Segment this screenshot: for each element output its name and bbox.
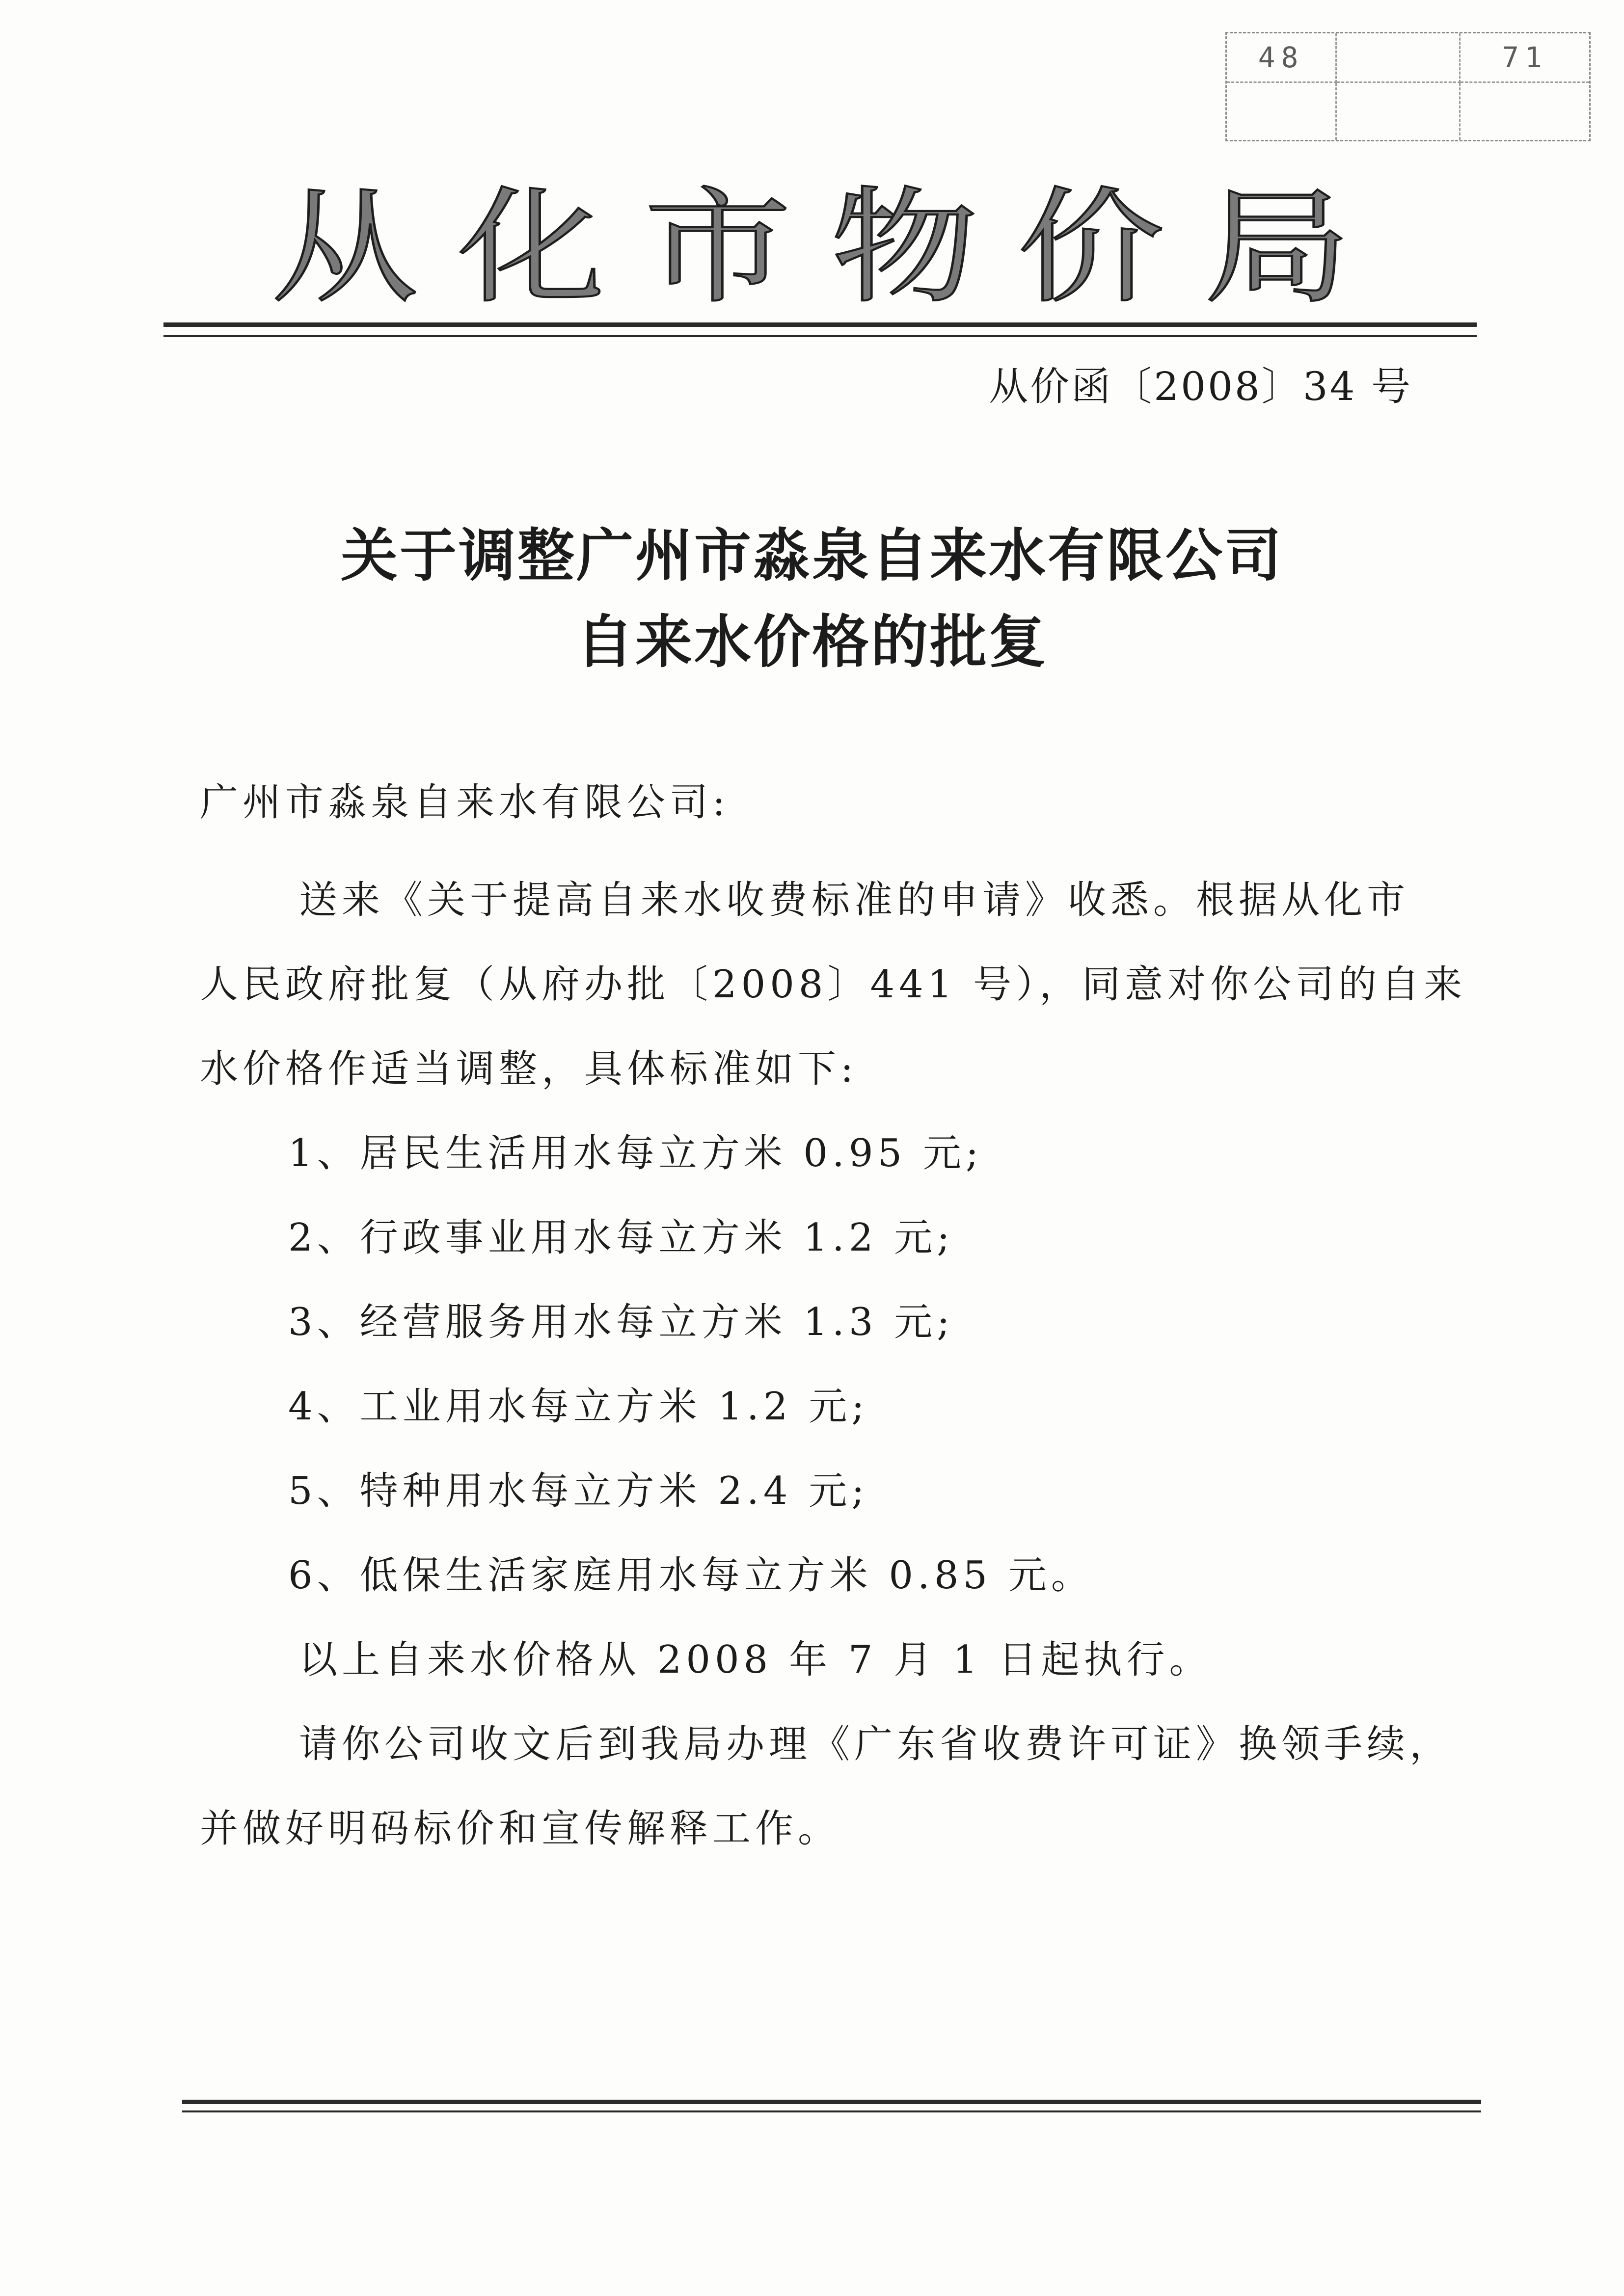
letterhead-rule-thick bbox=[163, 322, 1477, 327]
letterhead-rule-thin bbox=[163, 335, 1477, 337]
price-item: 1、居民生活用水每立方米 0.95 元; bbox=[288, 1131, 983, 1175]
price-item: 2、行政事业用水每立方米 1.2 元; bbox=[288, 1216, 954, 1260]
document-number: 从价函〔2008〕34 号 bbox=[989, 364, 1412, 409]
body-text-line: 水价格作适当调整，具体标准如下: bbox=[200, 1047, 858, 1091]
stamp-cell-blank bbox=[1337, 33, 1461, 83]
stamp-cell-blank bbox=[1337, 83, 1461, 140]
letterhead-org-name: 从化市物价局 bbox=[271, 175, 1390, 320]
receipt-stamp bbox=[1225, 32, 1591, 141]
salutation: 广州市淼泉自来水有限公司: bbox=[200, 780, 730, 825]
body-text-line: 送来《关于提高自来水收费标准的申请》收悉。根据从化市 bbox=[299, 878, 1410, 922]
price-item: 6、低保生活家庭用水每立方米 0.85 元。 bbox=[288, 1553, 1094, 1598]
closing-line: 并做好明码标价和宣传解释工作。 bbox=[200, 1807, 841, 1851]
price-item: 3、经营服务用水每立方米 1.3 元; bbox=[288, 1300, 954, 1344]
effective-date-line: 以上自来水价格从 2008 年 7 月 1 日起执行。 bbox=[299, 1638, 1212, 1682]
body-text-line: 人民政府批复（从府办批〔2008〕441 号），同意对你公司的自来 bbox=[200, 962, 1467, 1007]
stamp-cell-blank bbox=[1461, 83, 1589, 140]
closing-line: 请你公司收文后到我局办理《广东省收费许可证》换领手续， bbox=[299, 1722, 1453, 1766]
price-item: 5、特种用水每立方米 2.4 元; bbox=[288, 1469, 869, 1513]
stamp-number-right: 71 bbox=[1461, 33, 1589, 83]
document-title-line-1: 关于调整广州市淼泉自来水有限公司 bbox=[341, 522, 1283, 589]
document-body bbox=[200, 760, 1525, 1871]
footer-rule-thick bbox=[182, 2100, 1481, 2104]
footer-rule-thin bbox=[182, 2110, 1481, 2112]
price-item: 4、工业用水每立方米 1.2 元; bbox=[288, 1385, 869, 1429]
stamp-cell-blank bbox=[1227, 83, 1337, 140]
stamp-number-left: 48 bbox=[1227, 33, 1337, 83]
document-title-line-2: 自来水价格的批复 bbox=[576, 609, 1048, 675]
